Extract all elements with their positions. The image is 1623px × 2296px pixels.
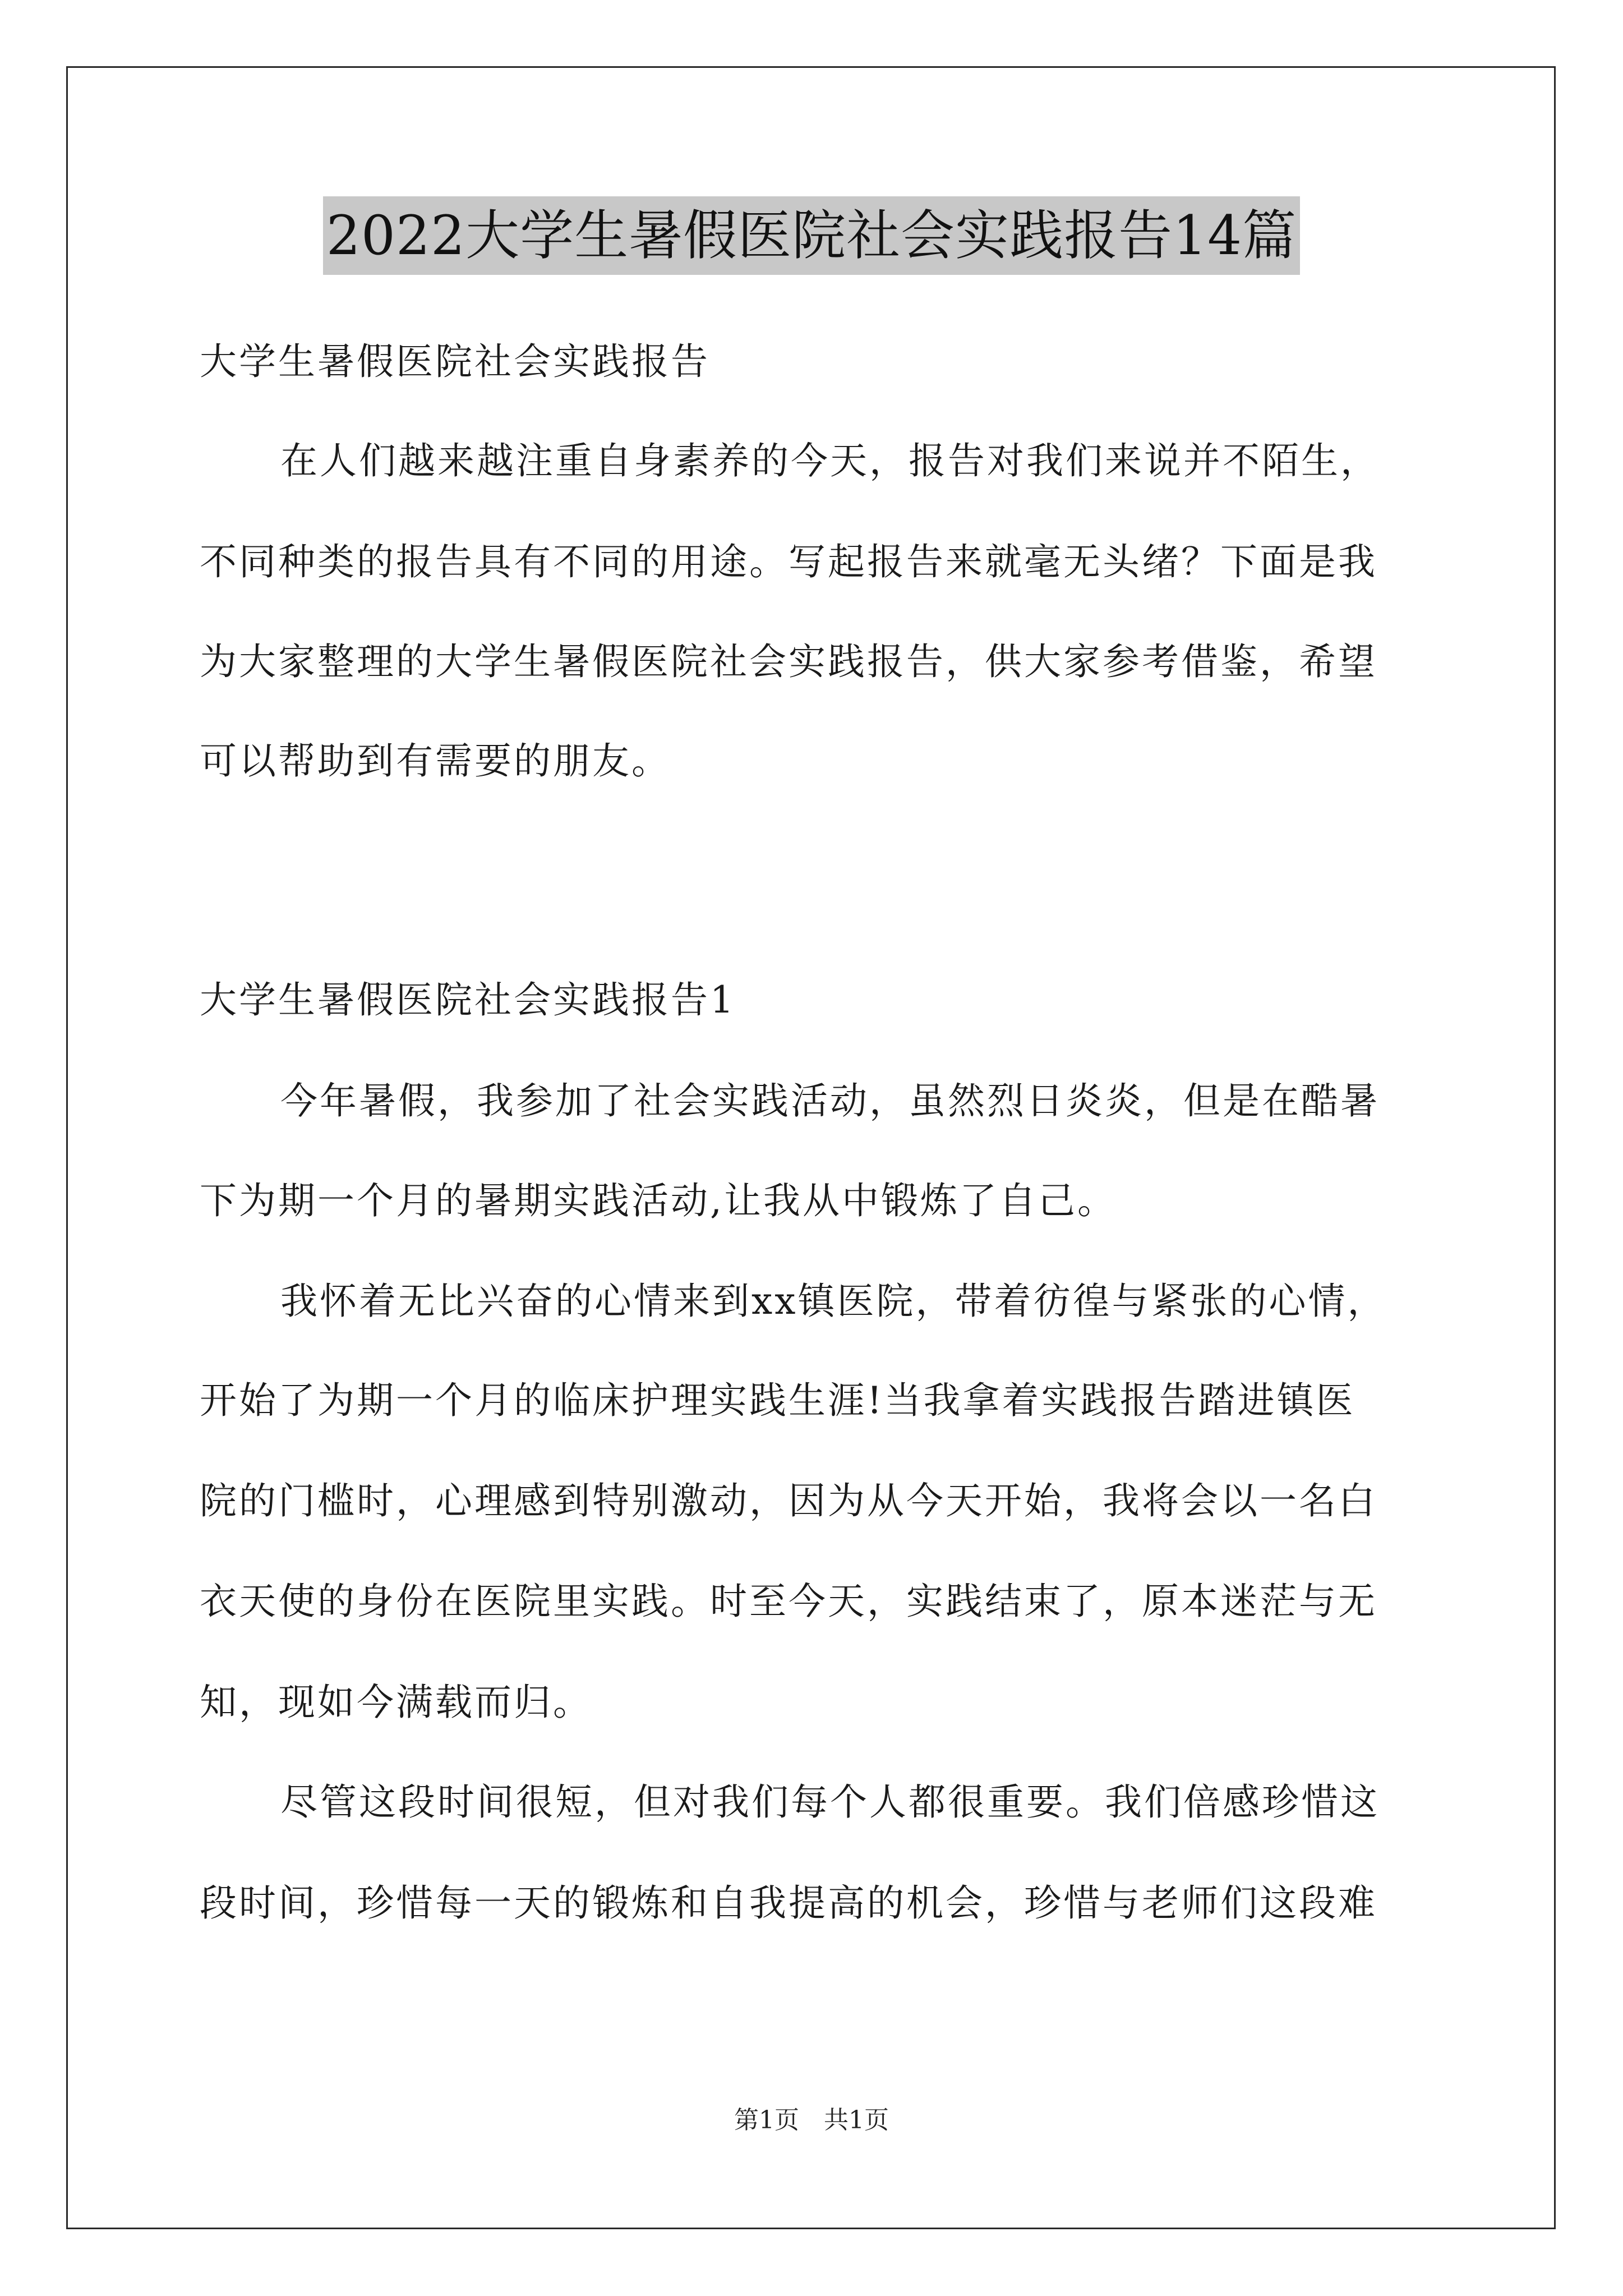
- paragraph-line: 段时间，珍惜每一天的锻炼和自我提高的机会，珍惜与老师们这段难: [200, 1881, 1377, 1925]
- paragraph-line: 下为期一个月的暑期实践活动,让我从中锻炼了自己。: [200, 1179, 1117, 1222]
- paragraph-line: 我怀着无比兴奋的心情来到xx镇医院，带着彷徨与紧张的心情，: [280, 1280, 1387, 1323]
- title-container: [0, 196, 1623, 275]
- document-title: 2022大学生暑假医院社会实践报告14篇: [323, 196, 1300, 275]
- paragraph-line: 在人们越来越注重自身素养的今天，报告对我们来说并不陌生，: [280, 439, 1380, 482]
- section-heading-report-1: 大学生暑假医院社会实践报告1: [200, 978, 736, 1022]
- section-heading-intro: 大学生暑假医院社会实践报告: [200, 340, 710, 383]
- paragraph-line: 为大家整理的大学生暑假医院社会实践报告，供大家参考借鉴，希望: [200, 640, 1377, 683]
- paragraph-line: 可以帮助到有需要的朋友。: [200, 739, 671, 783]
- paragraph-line: 今年暑假，我参加了社会实践活动，虽然烈日炎炎，但是在酷暑: [280, 1079, 1380, 1122]
- paragraph-line: 院的门槛时，心理感到特别激动，因为从今天开始，我将会以一名白: [200, 1479, 1377, 1522]
- paragraph-line: 开始了为期一个月的临床护理实践生涯!当我拿着实践报告踏进镇医: [200, 1379, 1355, 1422]
- paragraph-line: 尽管这段时间很短，但对我们每个人都很重要。我们倍感珍惜这: [280, 1780, 1380, 1824]
- paragraph-line: 不同种类的报告具有不同的用途。写起报告来就毫无头绪？下面是我: [200, 540, 1377, 583]
- paragraph-line: 衣天使的身份在医院里实践。时至今天，实践结束了，原本迷茫与无: [200, 1580, 1377, 1623]
- paragraph-line: 知，现如今满载而归。: [200, 1681, 592, 1724]
- page-footer: 第1页 共1页: [734, 2106, 889, 2134]
